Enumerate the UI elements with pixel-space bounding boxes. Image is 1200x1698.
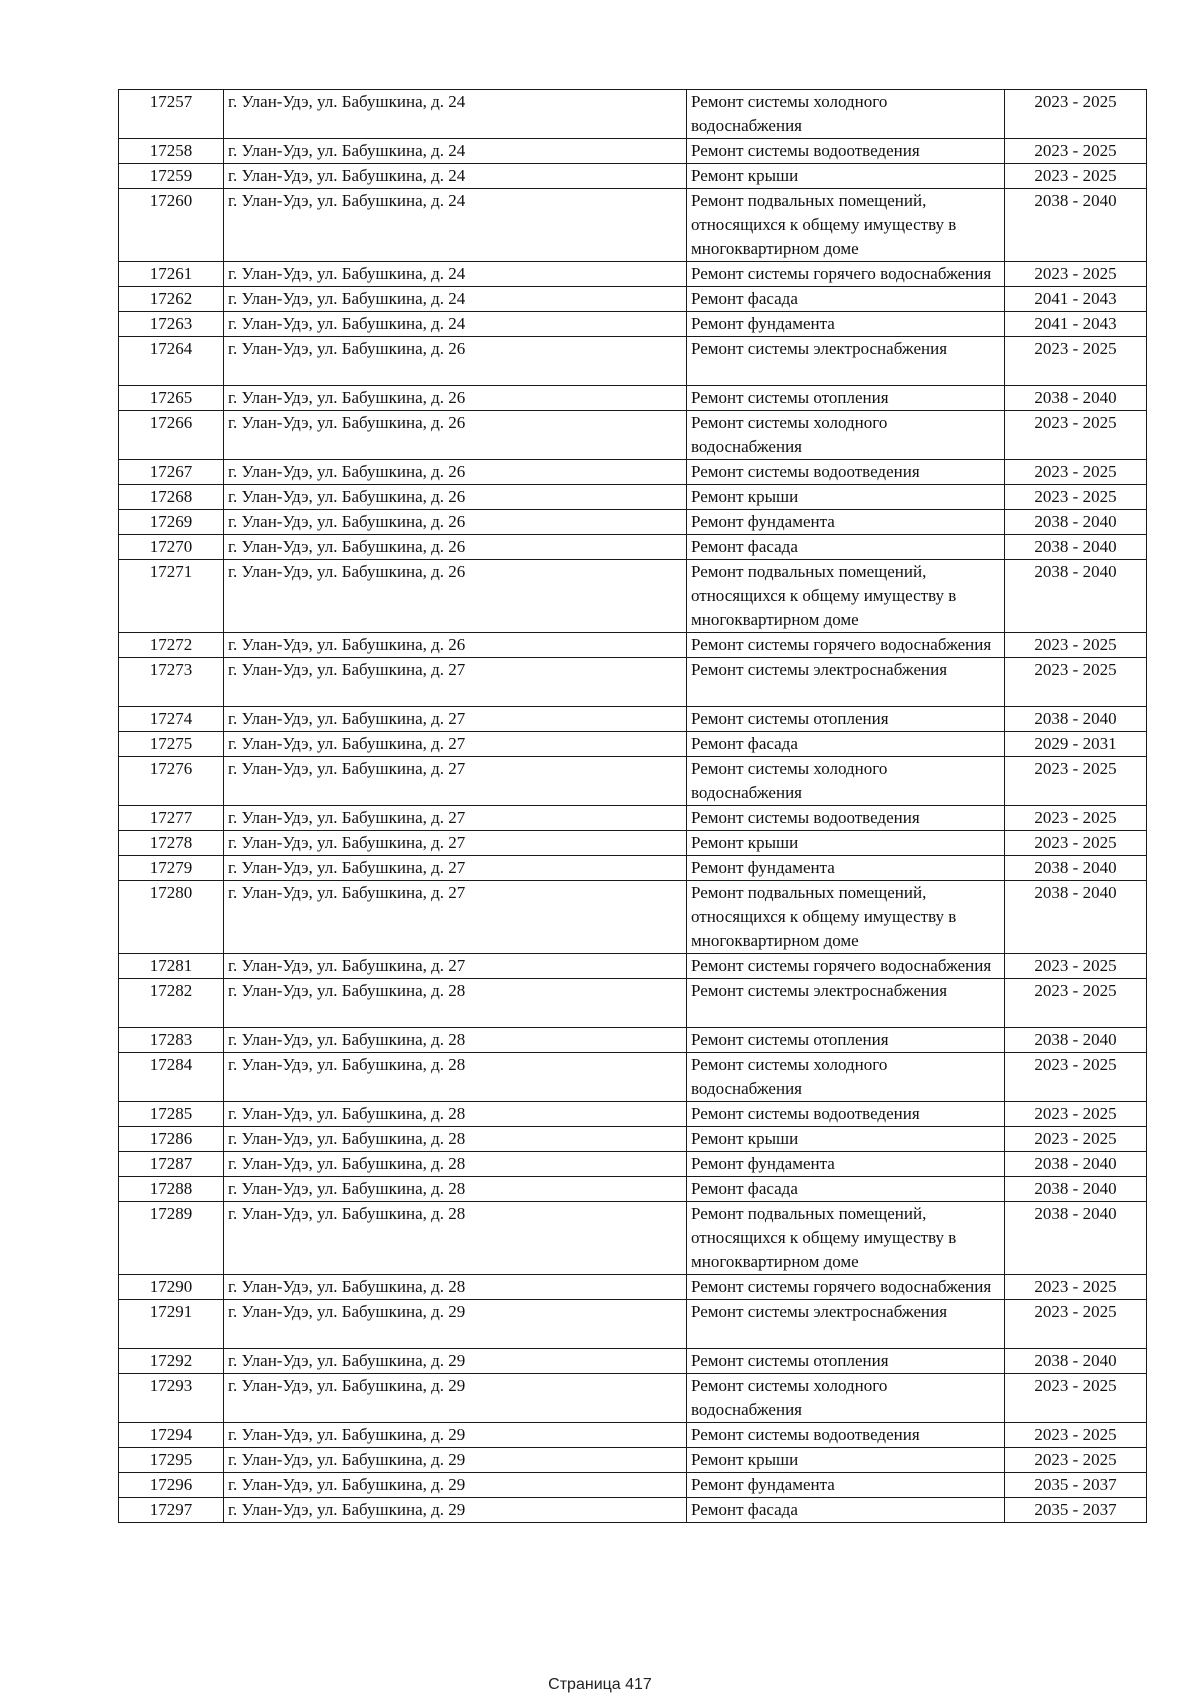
address-cell: г. Улан-Удэ, ул. Бабушкина, д. 28 — [224, 979, 687, 1028]
table-row — [119, 658, 1147, 707]
period-cell: 2038 - 2040 — [1005, 386, 1147, 411]
row-number: 17275 — [119, 732, 224, 757]
address-cell: г. Улан-Удэ, ул. Бабушкина, д. 27 — [224, 856, 687, 881]
work-type-cell: Ремонт системы электроснабжения — [687, 658, 1005, 707]
work-type-cell: Ремонт системы электроснабжения — [687, 979, 1005, 1028]
address-cell: г. Улан-Удэ, ул. Бабушкина, д. 28 — [224, 1177, 687, 1202]
address-cell: г. Улан-Удэ, ул. Бабушкина, д. 28 — [224, 1202, 687, 1275]
table-row — [119, 164, 1147, 189]
address-cell: г. Улан-Удэ, ул. Бабушкина, д. 27 — [224, 658, 687, 707]
row-number: 17265 — [119, 386, 224, 411]
period-cell: 2038 - 2040 — [1005, 535, 1147, 560]
table-row — [119, 881, 1147, 954]
row-number: 17290 — [119, 1275, 224, 1300]
period-cell: 2023 - 2025 — [1005, 411, 1147, 460]
row-number: 17263 — [119, 312, 224, 337]
table-row — [119, 411, 1147, 460]
period-cell: 2023 - 2025 — [1005, 658, 1147, 707]
address-cell: г. Улан-Удэ, ул. Бабушкина, д. 29 — [224, 1374, 687, 1423]
table-row — [119, 386, 1147, 411]
period-cell: 2038 - 2040 — [1005, 1177, 1147, 1202]
table-row — [119, 1028, 1147, 1053]
table-row — [119, 1177, 1147, 1202]
table-row — [119, 139, 1147, 164]
table-body — [119, 90, 1147, 1523]
address-cell: г. Улан-Удэ, ул. Бабушкина, д. 28 — [224, 1102, 687, 1127]
table-row — [119, 707, 1147, 732]
table-row — [119, 1374, 1147, 1423]
table-row — [119, 954, 1147, 979]
row-number: 17279 — [119, 856, 224, 881]
table-row — [119, 1127, 1147, 1152]
address-cell: г. Улан-Удэ, ул. Бабушкина, д. 24 — [224, 164, 687, 189]
address-cell: г. Улан-Удэ, ул. Бабушкина, д. 27 — [224, 806, 687, 831]
table-row — [119, 485, 1147, 510]
work-type-cell: Ремонт фундамента — [687, 856, 1005, 881]
table-row — [119, 510, 1147, 535]
address-cell: г. Улан-Удэ, ул. Бабушкина, д. 27 — [224, 757, 687, 806]
period-cell: 2023 - 2025 — [1005, 164, 1147, 189]
work-type-cell: Ремонт крыши — [687, 831, 1005, 856]
row-number: 17282 — [119, 979, 224, 1028]
row-number: 17283 — [119, 1028, 224, 1053]
row-number: 17277 — [119, 806, 224, 831]
address-cell: г. Улан-Удэ, ул. Бабушкина, д. 26 — [224, 510, 687, 535]
address-cell: г. Улан-Удэ, ул. Бабушкина, д. 27 — [224, 732, 687, 757]
table-row — [119, 1300, 1147, 1349]
row-number: 17259 — [119, 164, 224, 189]
work-type-cell: Ремонт системы холодного водоснабжения — [687, 411, 1005, 460]
period-cell: 2038 - 2040 — [1005, 856, 1147, 881]
period-cell: 2023 - 2025 — [1005, 1127, 1147, 1152]
address-cell: г. Улан-Удэ, ул. Бабушкина, д. 29 — [224, 1473, 687, 1498]
table-row — [119, 1448, 1147, 1473]
row-number: 17281 — [119, 954, 224, 979]
work-type-cell: Ремонт фасада — [687, 1177, 1005, 1202]
row-number: 17271 — [119, 560, 224, 633]
address-cell: г. Улан-Удэ, ул. Бабушкина, д. 27 — [224, 831, 687, 856]
address-cell: г. Улан-Удэ, ул. Бабушкина, д. 24 — [224, 312, 687, 337]
period-cell: 2023 - 2025 — [1005, 337, 1147, 386]
work-type-cell: Ремонт крыши — [687, 1448, 1005, 1473]
table-row — [119, 757, 1147, 806]
work-type-cell: Ремонт крыши — [687, 164, 1005, 189]
period-cell: 2023 - 2025 — [1005, 806, 1147, 831]
work-type-cell: Ремонт системы отопления — [687, 707, 1005, 732]
work-type-cell: Ремонт системы водоотведения — [687, 139, 1005, 164]
work-type-cell: Ремонт системы водоотведения — [687, 806, 1005, 831]
row-number: 17278 — [119, 831, 224, 856]
period-cell: 2023 - 2025 — [1005, 90, 1147, 139]
period-cell: 2023 - 2025 — [1005, 757, 1147, 806]
row-number: 17270 — [119, 535, 224, 560]
address-cell: г. Улан-Удэ, ул. Бабушкина, д. 29 — [224, 1448, 687, 1473]
table-row — [119, 633, 1147, 658]
address-cell: г. Улан-Удэ, ул. Бабушкина, д. 26 — [224, 560, 687, 633]
row-number: 17268 — [119, 485, 224, 510]
period-cell: 2038 - 2040 — [1005, 1349, 1147, 1374]
row-number: 17262 — [119, 287, 224, 312]
row-number: 17292 — [119, 1349, 224, 1374]
work-type-cell: Ремонт системы электроснабжения — [687, 337, 1005, 386]
row-number: 17295 — [119, 1448, 224, 1473]
address-cell: г. Улан-Удэ, ул. Бабушкина, д. 24 — [224, 90, 687, 139]
table-row — [119, 1498, 1147, 1523]
period-cell: 2029 - 2031 — [1005, 732, 1147, 757]
work-type-cell: Ремонт фасада — [687, 535, 1005, 560]
work-type-cell: Ремонт системы холодного водоснабжения — [687, 757, 1005, 806]
address-cell: г. Улан-Удэ, ул. Бабушкина, д. 24 — [224, 189, 687, 262]
row-number: 17266 — [119, 411, 224, 460]
work-type-cell: Ремонт подвальных помещений, относящихся к общему имуществу в многоквартирном доме — [687, 560, 1005, 633]
work-type-cell: Ремонт системы водоотведения — [687, 460, 1005, 485]
table-row — [119, 189, 1147, 262]
work-type-cell: Ремонт системы холодного водоснабжения — [687, 1374, 1005, 1423]
row-number: 17288 — [119, 1177, 224, 1202]
period-cell: 2038 - 2040 — [1005, 189, 1147, 262]
table-row — [119, 1202, 1147, 1275]
row-number: 17274 — [119, 707, 224, 732]
period-cell: 2023 - 2025 — [1005, 460, 1147, 485]
period-cell: 2023 - 2025 — [1005, 633, 1147, 658]
period-cell: 2023 - 2025 — [1005, 1102, 1147, 1127]
table-row — [119, 1473, 1147, 1498]
work-type-cell: Ремонт фасада — [687, 1498, 1005, 1523]
address-cell: г. Улан-Удэ, ул. Бабушкина, д. 29 — [224, 1300, 687, 1349]
work-type-cell: Ремонт подвальных помещений, относящихся к общему имуществу в многоквартирном доме — [687, 881, 1005, 954]
period-cell: 2038 - 2040 — [1005, 1202, 1147, 1275]
document-page — [118, 89, 1146, 1523]
table-row — [119, 1275, 1147, 1300]
work-type-cell: Ремонт подвальных помещений, относящихся к общему имуществу в многоквартирном доме — [687, 189, 1005, 262]
period-cell: 2023 - 2025 — [1005, 979, 1147, 1028]
repair-schedule-table — [118, 89, 1147, 1523]
page-number: Страница 417 — [548, 1676, 652, 1693]
work-type-cell: Ремонт системы горячего водоснабжения — [687, 954, 1005, 979]
work-type-cell: Ремонт крыши — [687, 1127, 1005, 1152]
row-number: 17291 — [119, 1300, 224, 1349]
row-number: 17258 — [119, 139, 224, 164]
period-cell: 2023 - 2025 — [1005, 1448, 1147, 1473]
period-cell: 2023 - 2025 — [1005, 262, 1147, 287]
period-cell: 2038 - 2040 — [1005, 881, 1147, 954]
row-number: 17261 — [119, 262, 224, 287]
address-cell: г. Улан-Удэ, ул. Бабушкина, д. 26 — [224, 535, 687, 560]
row-number: 17297 — [119, 1498, 224, 1523]
table-row — [119, 1053, 1147, 1102]
period-cell: 2041 - 2043 — [1005, 312, 1147, 337]
work-type-cell: Ремонт фундамента — [687, 510, 1005, 535]
row-number: 17293 — [119, 1374, 224, 1423]
period-cell: 2023 - 2025 — [1005, 1053, 1147, 1102]
period-cell: 2023 - 2025 — [1005, 831, 1147, 856]
period-cell: 2038 - 2040 — [1005, 1152, 1147, 1177]
row-number: 17296 — [119, 1473, 224, 1498]
row-number: 17289 — [119, 1202, 224, 1275]
period-cell: 2038 - 2040 — [1005, 707, 1147, 732]
row-number: 17276 — [119, 757, 224, 806]
table-row — [119, 1349, 1147, 1374]
period-cell: 2023 - 2025 — [1005, 485, 1147, 510]
row-number: 17260 — [119, 189, 224, 262]
table-row — [119, 535, 1147, 560]
work-type-cell: Ремонт системы отопления — [687, 1349, 1005, 1374]
table-row — [119, 1423, 1147, 1448]
row-number: 17284 — [119, 1053, 224, 1102]
work-type-cell: Ремонт системы горячего водоснабжения — [687, 633, 1005, 658]
work-type-cell: Ремонт системы электроснабжения — [687, 1300, 1005, 1349]
work-type-cell: Ремонт системы холодного водоснабжения — [687, 90, 1005, 139]
address-cell: г. Улан-Удэ, ул. Бабушкина, д. 28 — [224, 1127, 687, 1152]
address-cell: г. Улан-Удэ, ул. Бабушкина, д. 26 — [224, 633, 687, 658]
work-type-cell: Ремонт фасада — [687, 732, 1005, 757]
address-cell: г. Улан-Удэ, ул. Бабушкина, д. 28 — [224, 1028, 687, 1053]
row-number: 17269 — [119, 510, 224, 535]
table-row — [119, 337, 1147, 386]
address-cell: г. Улан-Удэ, ул. Бабушкина, д. 27 — [224, 954, 687, 979]
table-row — [119, 312, 1147, 337]
period-cell: 2023 - 2025 — [1005, 1374, 1147, 1423]
period-cell: 2041 - 2043 — [1005, 287, 1147, 312]
row-number: 17257 — [119, 90, 224, 139]
row-number: 17286 — [119, 1127, 224, 1152]
work-type-cell: Ремонт подвальных помещений, относящихся к общему имуществу в многоквартирном доме — [687, 1202, 1005, 1275]
address-cell: г. Улан-Удэ, ул. Бабушкина, д. 27 — [224, 881, 687, 954]
table-row — [119, 90, 1147, 139]
address-cell: г. Улан-Удэ, ул. Бабушкина, д. 24 — [224, 139, 687, 164]
work-type-cell: Ремонт системы водоотведения — [687, 1423, 1005, 1448]
row-number: 17285 — [119, 1102, 224, 1127]
work-type-cell: Ремонт системы холодного водоснабжения — [687, 1053, 1005, 1102]
work-type-cell: Ремонт системы отопления — [687, 1028, 1005, 1053]
period-cell: 2038 - 2040 — [1005, 1028, 1147, 1053]
address-cell: г. Улан-Удэ, ул. Бабушкина, д. 29 — [224, 1498, 687, 1523]
table-row — [119, 856, 1147, 881]
table-row — [119, 831, 1147, 856]
work-type-cell: Ремонт системы горячего водоснабжения — [687, 1275, 1005, 1300]
row-number: 17280 — [119, 881, 224, 954]
address-cell: г. Улан-Удэ, ул. Бабушкина, д. 28 — [224, 1053, 687, 1102]
table-row — [119, 979, 1147, 1028]
table-row — [119, 1152, 1147, 1177]
period-cell: 2038 - 2040 — [1005, 560, 1147, 633]
address-cell: г. Улан-Удэ, ул. Бабушкина, д. 24 — [224, 287, 687, 312]
work-type-cell: Ремонт фундамента — [687, 1152, 1005, 1177]
table-row — [119, 732, 1147, 757]
address-cell: г. Улан-Удэ, ул. Бабушкина, д. 26 — [224, 337, 687, 386]
address-cell: г. Улан-Удэ, ул. Бабушкина, д. 26 — [224, 386, 687, 411]
address-cell: г. Улан-Удэ, ул. Бабушкина, д. 29 — [224, 1349, 687, 1374]
period-cell: 2035 - 2037 — [1005, 1473, 1147, 1498]
address-cell: г. Улан-Удэ, ул. Бабушкина, д. 26 — [224, 460, 687, 485]
row-number: 17287 — [119, 1152, 224, 1177]
period-cell: 2023 - 2025 — [1005, 1300, 1147, 1349]
work-type-cell: Ремонт фундамента — [687, 312, 1005, 337]
table-row — [119, 1102, 1147, 1127]
address-cell: г. Улан-Удэ, ул. Бабушкина, д. 27 — [224, 707, 687, 732]
address-cell: г. Улан-Удэ, ул. Бабушкина, д. 29 — [224, 1423, 687, 1448]
work-type-cell: Ремонт фасада — [687, 287, 1005, 312]
address-cell: г. Улан-Удэ, ул. Бабушкина, д. 28 — [224, 1152, 687, 1177]
work-type-cell: Ремонт системы горячего водоснабжения — [687, 262, 1005, 287]
address-cell: г. Улан-Удэ, ул. Бабушкина, д. 24 — [224, 262, 687, 287]
work-type-cell: Ремонт системы отопления — [687, 386, 1005, 411]
table-row — [119, 560, 1147, 633]
work-type-cell: Ремонт крыши — [687, 485, 1005, 510]
period-cell: 2023 - 2025 — [1005, 954, 1147, 979]
row-number: 17272 — [119, 633, 224, 658]
address-cell: г. Улан-Удэ, ул. Бабушкина, д. 26 — [224, 485, 687, 510]
period-cell: 2038 - 2040 — [1005, 510, 1147, 535]
row-number: 17267 — [119, 460, 224, 485]
row-number: 17294 — [119, 1423, 224, 1448]
row-number: 17273 — [119, 658, 224, 707]
work-type-cell: Ремонт фундамента — [687, 1473, 1005, 1498]
row-number: 17264 — [119, 337, 224, 386]
period-cell: 2023 - 2025 — [1005, 139, 1147, 164]
period-cell: 2023 - 2025 — [1005, 1275, 1147, 1300]
work-type-cell: Ремонт системы водоотведения — [687, 1102, 1005, 1127]
table-row — [119, 262, 1147, 287]
period-cell: 2023 - 2025 — [1005, 1423, 1147, 1448]
address-cell: г. Улан-Удэ, ул. Бабушкина, д. 28 — [224, 1275, 687, 1300]
table-row — [119, 806, 1147, 831]
table-row — [119, 460, 1147, 485]
period-cell: 2035 - 2037 — [1005, 1498, 1147, 1523]
table-row — [119, 287, 1147, 312]
address-cell: г. Улан-Удэ, ул. Бабушкина, д. 26 — [224, 411, 687, 460]
